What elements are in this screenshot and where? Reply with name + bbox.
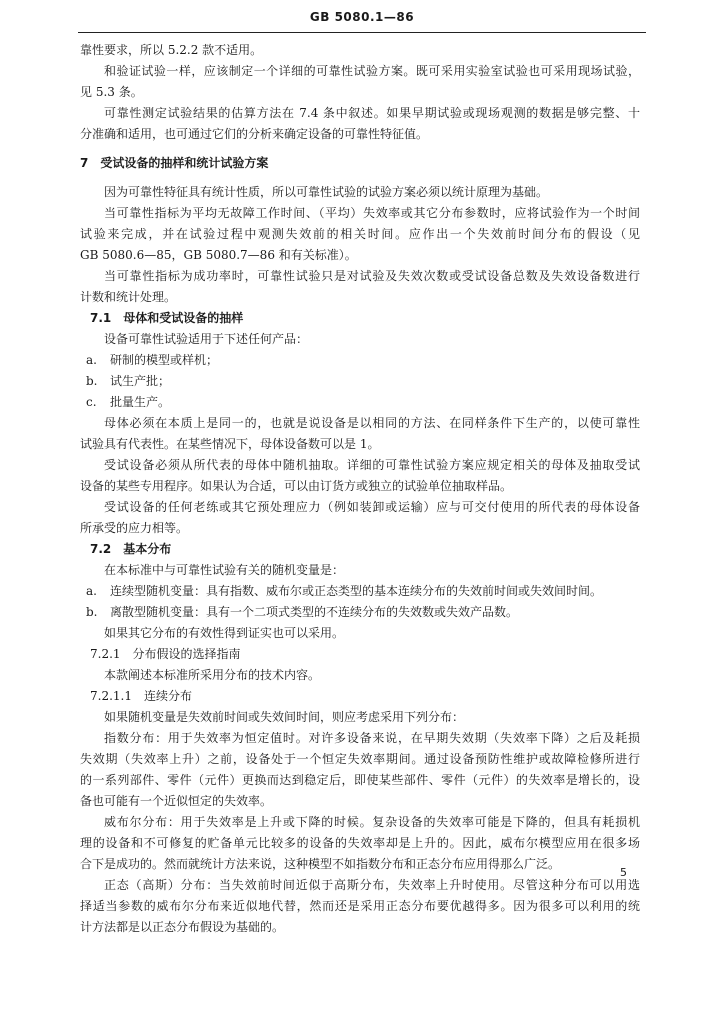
header-divider	[78, 32, 646, 33]
paragraph-line: 择适当参数的威布尔分布来近似地代替，然而还是采用正态分布要优越得多。因为很多可以利用的统	[80, 899, 640, 913]
paragraph-line: 当可靠性指标为平均无故障工作时间、（平均）失效率或其它分布参数时，应将试验作为一个时间	[104, 206, 640, 220]
paragraph-line: 如果随机变量是失效前时间或失效间时间，则应考虑采用下列分布：	[104, 710, 465, 724]
paragraph-line: 设备可靠性试验适用于下述任何产品：	[104, 332, 309, 346]
paragraph-line: 受试设备必须从所代表的母体中随机抽取。详细的可靠性试验方案应规定相关的母体及抽取受试	[104, 458, 640, 472]
list-item	[80, 350, 640, 371]
paragraph-line: 因为可靠性特征具有统计性质，所以可靠性试验的试验方案必须以统计原理为基础。	[104, 185, 549, 199]
paragraph-line: 母体必须在本质上是同一的，也就是说设备是以相同的方法、在同样条件下生产的，以使可靠性	[104, 416, 640, 430]
paragraph-line: 分准确和适用，也可通过它们的分析来确定设备的可靠性特征值。	[80, 127, 429, 141]
paragraph-line: 备也可能有一个近似恒定的失效率。	[80, 794, 273, 808]
document-body	[80, 40, 640, 938]
paragraph-line: 本款阐述本标准所采用分布的技术内容。	[104, 668, 321, 682]
paragraph-line: 所承受的应力相等。	[80, 521, 189, 535]
list-marker: a.	[86, 353, 97, 367]
page-header-standard-number: GB 5080.1—86	[309, 10, 415, 24]
paragraph-line: 当可靠性指标为成功率时，可靠性试验只是对试验及失效次数或受试设备总数及失效设备数进行	[104, 269, 640, 283]
list-item-text: 连续型随机变量：具有指数、威布尔或正态类型的基本连续分布的失效前时间或失效间时间。	[110, 584, 603, 598]
list-item	[80, 371, 640, 392]
paragraph-line: 指数分布：用于失效率为恒定值时。对许多设备来说，在早期失效期（失效率下降）之后及耗损	[104, 731, 640, 745]
list-item-text: 试生产批；	[110, 374, 171, 388]
paragraph-line: 威布尔分布：用于失效率是上升或下降的时候。复杂设备的失效率可能是下降的，但具有耗损机	[104, 815, 640, 829]
paragraph-line: 见 5.3 条。	[80, 85, 143, 99]
list-item	[80, 392, 640, 413]
page-number: 5	[620, 866, 627, 879]
section-7-2-heading: 7.2 基本分布	[90, 542, 172, 556]
paragraph-line: 失效期（失效率上升）之前，设备处于一个恒定失效率期间。通过设备预防性维护或故障检修所进行	[80, 752, 640, 766]
paragraph-line: 可靠性测定试验结果的估算方法在 7.4 条中叙述。如果早期试验或现场观测的数据是够完整、十	[104, 106, 640, 120]
list-marker: b.	[86, 605, 98, 619]
list-item-text: 研制的模型或样机；	[110, 353, 219, 367]
paragraph-line: 正态（高斯）分布：当失效前时间近似于高斯分布，失效率上升时使用。尽管这种分布可以用选	[104, 878, 640, 892]
paragraph-line: 如果其它分布的有效性得到证实也可以采用。	[104, 626, 345, 640]
list-item-text: 离散型随机变量：具有一个二项式类型的不连续分布的失效数或失效产品数。	[110, 605, 519, 619]
section-7-1-heading: 7.1 母体和受试设备的抽样	[90, 311, 244, 325]
paragraph-line: 计数和统计处理。	[80, 290, 177, 304]
paragraph-line: 合下是成功的。然而就统计方法来说，这种模型不如指数分布和正态分布应用得那么广泛。	[80, 857, 561, 871]
paragraph-line: 在本标准中与可靠性试验有关的随机变量是：	[104, 563, 345, 577]
section-7-heading: 7 受试设备的抽样和统计试验方案	[80, 156, 269, 170]
paragraph-line: 靠性要求，所以 5.2.2 款不适用。	[80, 43, 263, 57]
paragraph-line: 受试设备的任何老练或其它预处理应力（例如装卸或运输）应与可交付使用的所代表的母体设备	[104, 500, 640, 514]
list-marker: c.	[86, 395, 97, 409]
section-7-2-1-heading: 7.2.1 分布假设的选择指南	[90, 647, 241, 661]
section-7-2-1-1-heading: 7.2.1.1 连续分布	[90, 689, 192, 703]
paragraph-line: 和验证试验一样，应该制定一个详细的可靠性试验方案。既可采用实验室试验也可采用现场试验，	[104, 64, 640, 78]
list-marker: a.	[86, 584, 97, 598]
paragraph-line: 试验来完成，并在试验过程中观测失效前的相关时间。应作出一个失效前时间分布的假设（见	[80, 227, 640, 241]
list-marker: b.	[86, 374, 98, 388]
paragraph-line: 设备的某些专用程序。如果认为合适，可以由订货方或独立的试验单位抽取样品。	[80, 479, 513, 493]
paragraph-line: GB 5080.6—85，GB 5080.7—86 和有关标准）。	[80, 248, 357, 262]
list-item	[80, 581, 640, 602]
paragraph-line: 的一系列部件、零件（元件）更换而达到稳定后，即使某些部件、零件（元件）的失效率是增长的，设	[80, 773, 640, 787]
paragraph-line: 理的设备和不可修复的贮备单元比较多的设备的失效率却是上升的。因此，威布尔模型应用在很多场	[80, 836, 640, 850]
list-item-text: 批量生产。	[110, 395, 171, 409]
list-item	[80, 602, 640, 623]
paragraph-line: 试验具有代表性。在某些情况下，母体设备数可以是 1。	[80, 437, 380, 451]
paragraph-line: 计方法都是以正态分布假设为基础的。	[80, 920, 285, 934]
